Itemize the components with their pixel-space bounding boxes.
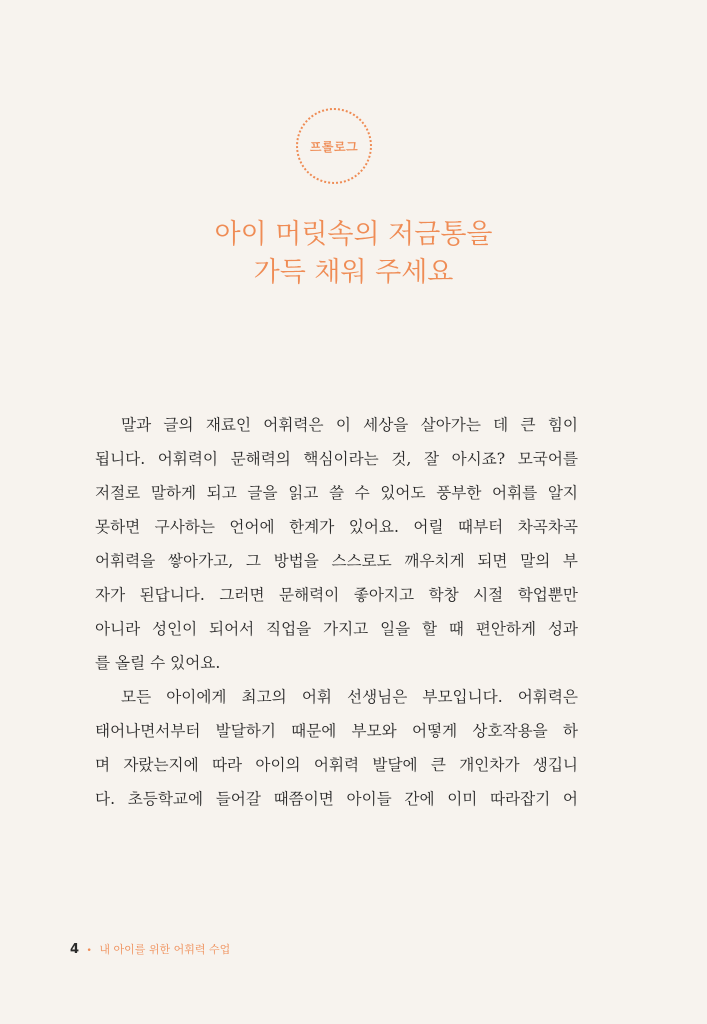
chapter-title <box>0 216 707 292</box>
body-line: 아니라 성인이 되어서 직업을 가지고 일을 할 때 편안하게 성과 <box>95 620 578 638</box>
body-line: 말과 글의 재료인 어휘력은 이 세상을 살아가는 데 큰 힘이 <box>121 416 578 434</box>
page-number: 4 <box>70 942 80 957</box>
body-line: 다. 초등학교에 들어갈 때쯤이면 아이들 간에 이미 따라잡기 어 <box>95 790 578 808</box>
body-line: 자가 된답니다. 그러면 문해력이 좋아지고 학창 시절 학업뿐만 <box>95 586 578 604</box>
body-line: 며 자랐는지에 따라 아이의 어휘력 발달에 큰 개인차가 생깁니 <box>95 756 578 774</box>
prologue-badge <box>296 108 372 184</box>
prologue-label: 프롤로그 <box>309 139 359 154</box>
body-line: 태어나면서부터 발달하기 때문에 부모와 어떻게 상호작용을 하 <box>95 722 578 740</box>
body-line: 를 올릴 수 있어요. <box>95 654 221 672</box>
body-line: 저절로 말하게 되고 글을 읽고 쓸 수 있어도 풍부한 어휘를 알지 <box>95 484 578 502</box>
chapter-title-line-1: 아이 머릿속의 저금통을 <box>214 219 493 250</box>
chapter-title-line-2: 가득 채워 주세요 <box>253 257 454 288</box>
page-footer <box>70 941 230 957</box>
body-text <box>95 408 578 816</box>
footer-bullet: • <box>86 946 92 956</box>
body-line: 모든 아이에게 최고의 어휘 선생님은 부모입니다. 어휘력은 <box>121 688 578 706</box>
body-line: 못하면 구사하는 언어에 한계가 있어요. 어릴 때부터 차곡차곡 <box>95 518 578 536</box>
book-title: 내 아이를 위한 어휘력 수업 <box>99 943 231 956</box>
body-line: 어휘력을 쌓아가고, 그 방법을 스스로도 깨우치게 되면 말의 부 <box>95 552 578 570</box>
body-line: 됩니다. 어휘력이 문해력의 핵심이라는 것, 잘 아시죠? 모국어를 <box>95 450 578 468</box>
